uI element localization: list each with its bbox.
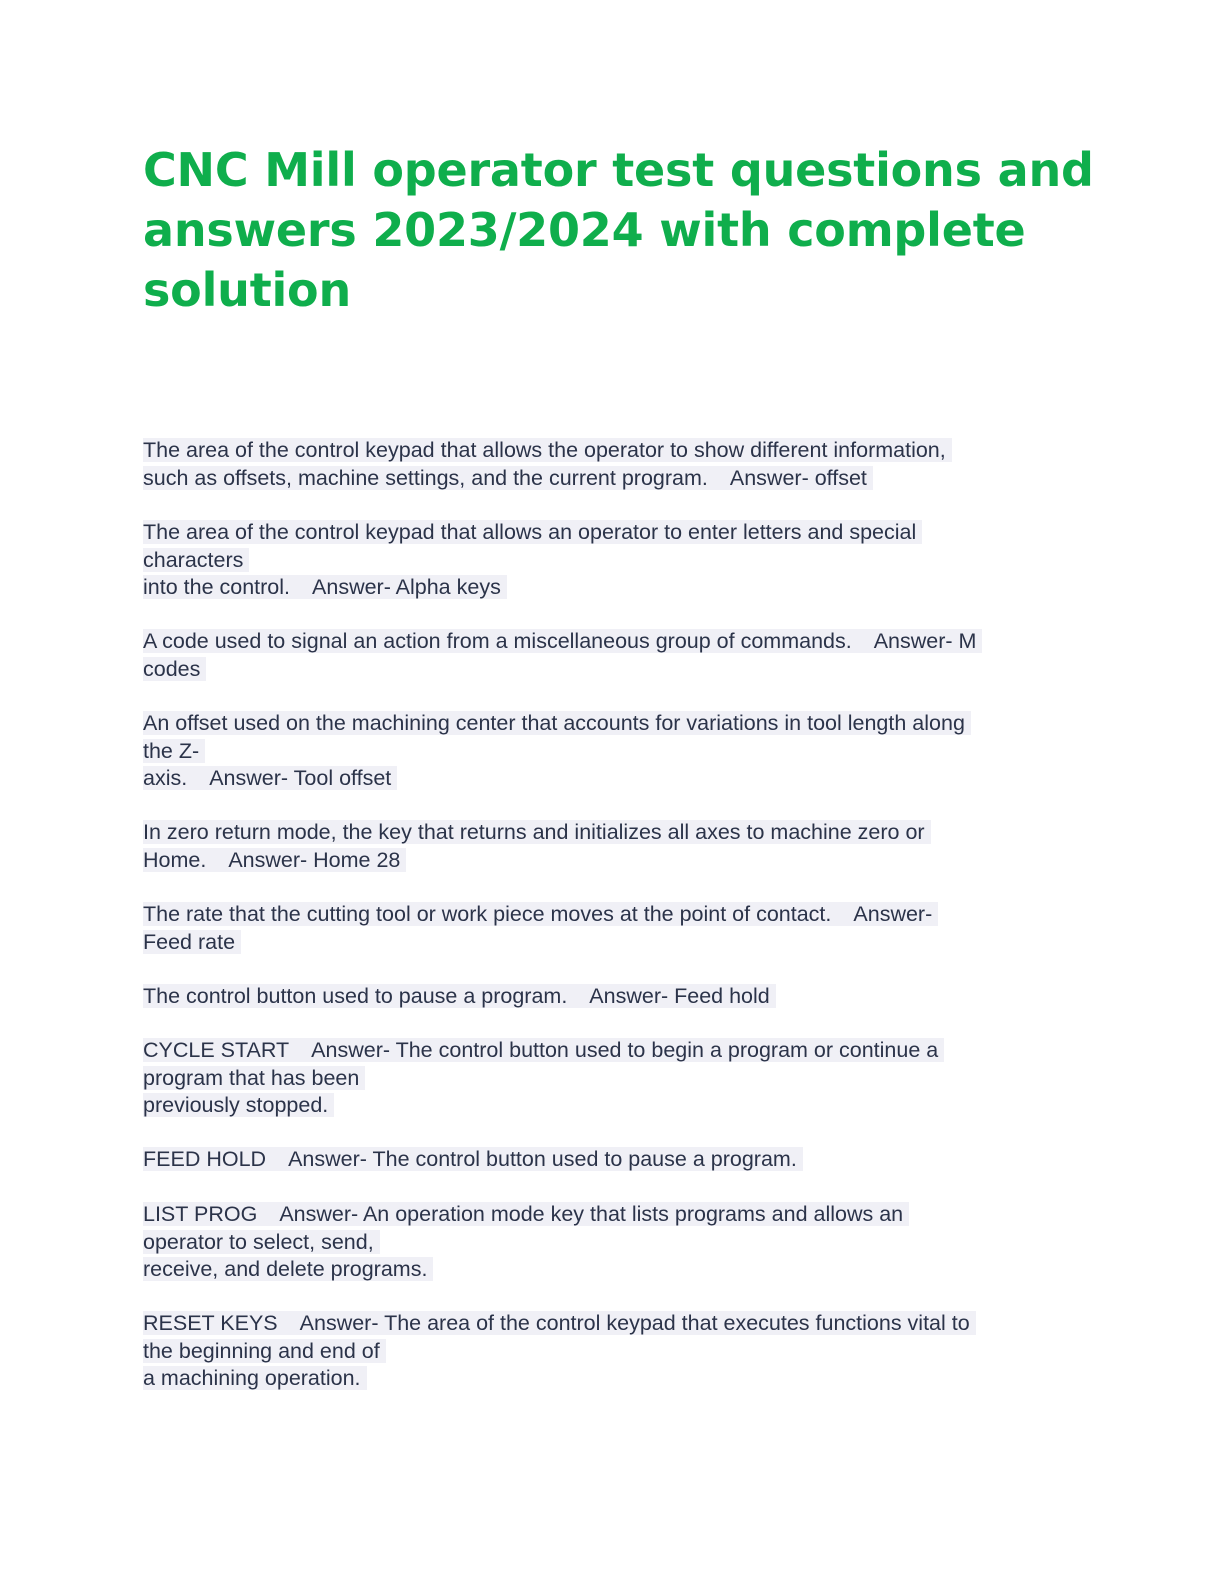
answer-text: Feed rate (143, 930, 241, 954)
answer-text: program that has been (143, 1066, 365, 1090)
qa-item (143, 710, 971, 793)
answer-text: Answer- Alpha keys (312, 575, 501, 599)
answer-text: Answer- The control button used to pause a program. (288, 1147, 797, 1171)
qa-item (143, 901, 938, 956)
qa-item (143, 1310, 976, 1393)
answer-text: Answer- (853, 902, 933, 926)
answer-text: receive, and delete programs. (143, 1257, 433, 1281)
question-text: The area of the control keypad that allows the operator to show different information, (143, 438, 952, 462)
question-text: An offset used on the machining center that accounts for variations in tool length along (143, 711, 971, 735)
answer-text: Answer- M (873, 629, 977, 653)
question-text: The rate that the cutting tool or work piece moves at the point of contact. (143, 902, 832, 926)
qa-item (143, 1146, 803, 1174)
document-title (143, 140, 1094, 320)
answer-text: Answer- Tool offset (209, 766, 392, 790)
qa-item (143, 819, 931, 874)
qa-item (143, 983, 776, 1011)
answer-text: a machining operation. (143, 1366, 367, 1390)
question-text: such as offsets, machine settings, and the current program. (143, 465, 708, 490)
qa-item (143, 519, 922, 602)
answer-text: Answer- The control button used to begin a program or continue a (311, 1038, 939, 1062)
question-text: characters (143, 548, 249, 572)
answer-text: operator to select, send, (143, 1230, 380, 1254)
question-text: axis. (143, 766, 188, 790)
answer-text: Answer- The area of the control keypad that executes functions vital to (299, 1311, 970, 1335)
answer-text: Answer- Feed hold (589, 984, 770, 1008)
question-text: The control button used to pause a program. (143, 984, 568, 1008)
question-text: In zero return mode, the key that returns and initializes all axes to machine zero or (143, 820, 931, 844)
answer-text: the beginning and end of (143, 1339, 386, 1363)
title-line: CNC Mill operator test questions and (143, 143, 1094, 197)
qa-item (143, 437, 952, 492)
question-text: FEED HOLD (143, 1147, 267, 1171)
question-text: The area of the control keypad that allows an operator to enter letters and special (143, 520, 922, 544)
title-line: answers 2023/2024 with complete (143, 203, 1026, 257)
answer-text: previously stopped. (143, 1093, 334, 1117)
qa-item (143, 628, 982, 683)
qa-item (143, 1201, 909, 1284)
answer-text: Answer- offset (729, 465, 867, 490)
qa-item (143, 1037, 944, 1120)
question-text: the Z- (143, 739, 205, 763)
question-text: CYCLE START (143, 1038, 290, 1062)
answer-text: codes (143, 657, 206, 681)
question-text: RESET KEYS (143, 1311, 278, 1335)
title-line: solution (143, 263, 352, 317)
question-text: Home. (143, 847, 207, 872)
question-text: A code used to signal an action from a miscellaneous group of commands. (143, 629, 852, 653)
question-text: LIST PROG (143, 1202, 258, 1226)
answer-text: Answer- Home 28 (228, 847, 401, 872)
question-text: into the control. (143, 575, 291, 599)
answer-text: Answer- An operation mode key that lists programs and allows an (279, 1202, 904, 1226)
